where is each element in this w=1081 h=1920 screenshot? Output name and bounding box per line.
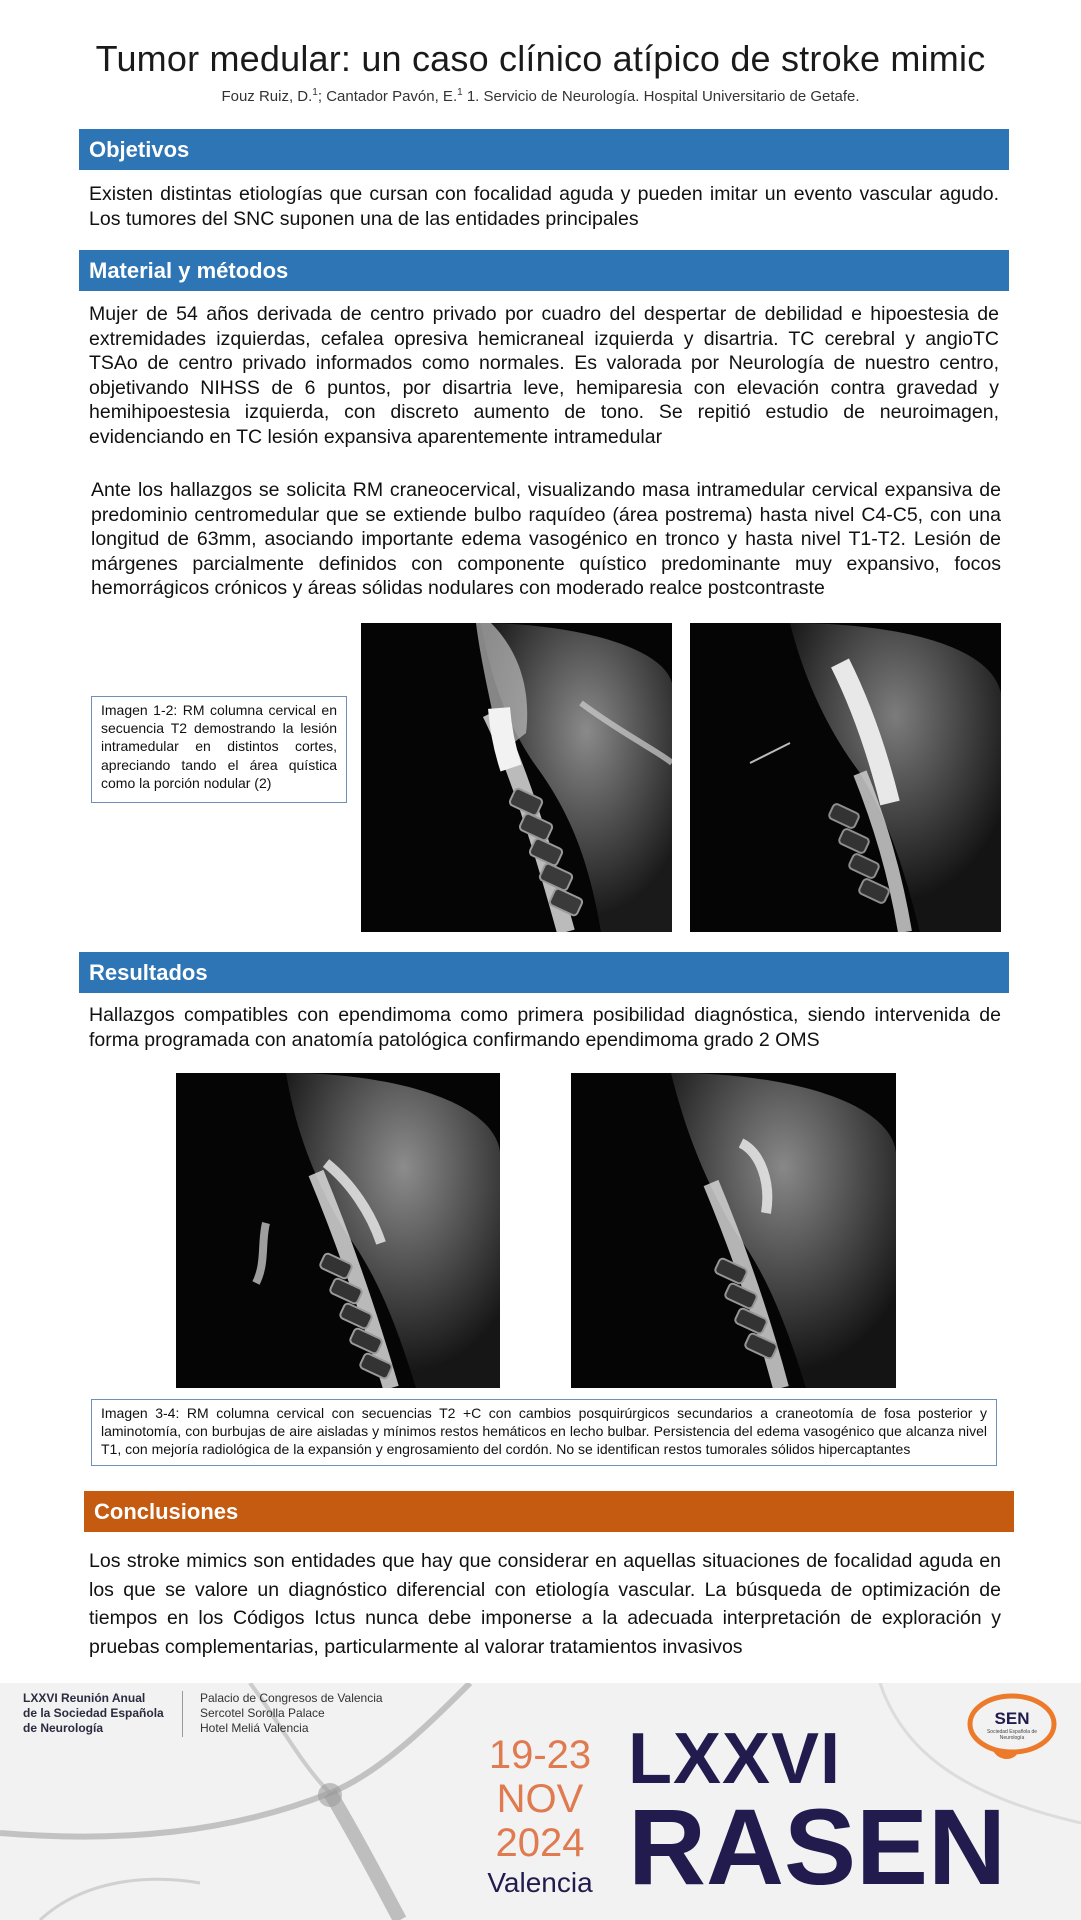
event-name: RASEN <box>628 1786 1007 1907</box>
poster-title: Tumor medular: un caso clínico atípico de stroke mimic <box>95 38 986 79</box>
venues <box>200 1691 383 1736</box>
metodos-text-1: Mujer de 54 años derivada de centro privado por cuadro del despertar de debilidad e hipoestesia de extremidades izquierdas, cefalea opresiva hemicraneal izquierda y disartria. TC cerebral y angioTC TSAo de centro privado informados como normales. Es valorada por Neurología de nuestro centro, objetivando NIHSS de 6 puntos, por disartria leve, hemiparesia con elevación contra gravedad y hemihipoestesia izquierda, con discreto aumento de tono. Se repitió estudio de neuroimagen, evidenciando en TC lesión expansiva aparentemente intramedular <box>89 303 999 448</box>
meeting-line-2: de la Sociedad Española <box>23 1706 164 1720</box>
edition: LXXVI <box>628 1719 842 1799</box>
venue-2: Sercotel Sorolla Palace <box>200 1706 325 1720</box>
author-1: Fouz Ruiz, D. <box>221 88 313 105</box>
caption-images-3-4: Imagen 3-4: RM columna cervical con secuencias T2 +C con cambios posquirúrgicos secundarios a craneotomía de fosa posterior y laminotomía, con burbujas de aire aisladas y mínimos restos hemáticos en lecho bulbar. Persistencia del edema vasogénico que alcanza nivel T1, con mejoría radiológica de la expansión y engrosamiento del cordón. No se identifican restos tumorales sólidos hipercaptantes <box>91 1399 997 1466</box>
resultados-heading: Resultados <box>79 952 1009 993</box>
meeting-line-1: LXXVI Reunión Anual <box>23 1691 146 1705</box>
sen-logo-subtext: Sociedad Española de Neurología <box>986 1729 1038 1741</box>
dates: 19-23 <box>488 1733 592 1777</box>
metodos-heading: Material y métodos <box>79 250 1009 291</box>
city: Valencia <box>487 1867 593 1898</box>
author-2: ; Cantador Pavón, E. <box>317 88 458 105</box>
author-2-sup: 1 <box>457 87 463 98</box>
venue-3: Hotel Meliá Valencia <box>200 1721 309 1735</box>
caption-images-1-2: Imagen 1-2: RM columna cervical en secuencia T2 demostrando la lesión intramedular en distintos cortes, apreciando tando el área quística como la porción nodular (2) <box>91 696 347 803</box>
conclusiones-heading: Conclusiones <box>84 1491 1014 1532</box>
sen-logo <box>965 1691 1059 1761</box>
mri-image-2 <box>690 623 1001 932</box>
sen-logo-text: SEN <box>994 1709 1030 1728</box>
mri-image-3 <box>176 1073 500 1388</box>
footer-divider <box>182 1691 183 1737</box>
month: NOV <box>496 1777 584 1821</box>
objetivos-text: Existen distintas etiologías que cursan con focalidad aguda y pueden imitar un evento vascular agudo. Los tumores del SNC suponen una de las entidades principales <box>89 183 999 230</box>
venue-1: Palacio de Congresos de Valencia <box>200 1691 383 1705</box>
author-1-sup: 1 <box>312 87 318 98</box>
mri-image-4 <box>571 1073 896 1388</box>
footer-banner <box>0 1683 1081 1920</box>
year: 2024 <box>495 1821 585 1865</box>
affiliation: 1. Servicio de Neurología. Hospital Universitario de Getafe. <box>462 88 860 105</box>
metodos-text-2: Ante los hallazgos se solicita RM craneocervical, visualizando masa intramedular cervical expansiva de predominio centromedular que se extiende bulbo raquídeo (área postrema) hasta nivel C4-C5, con una longitud de 63mm, asociando importante edema vasogénico en tronco y hasta nivel T1-T2. Lesión de márgenes parcialmente definidos con componente quístico predominante muy expansivo, focos hemorrágicos crónicos y áreas sólidas nodulares con moderado realce postcontraste <box>91 479 1001 600</box>
resultados-text: Hallazgos compatibles con ependimoma como primera posibilidad diagnóstica, siendo intervenida de forma programada con anatomía patológica confirmando ependimoma grado 2 OMS <box>89 1004 1001 1051</box>
authors-line <box>0 87 1081 105</box>
conclusiones-text: Los stroke mimics son entidades que hay que considerar en aquellas situaciones de focalidad aguda en los que se valore un diagnóstico diferencial con etiología vascular. La búsqueda de optimización de tiempos en los Códigos Ictus nunca debe imponerse a la adecuada interpretación de exploración y pruebas complementarias, particularmente al valorar tratamientos invasivos <box>89 1550 1001 1658</box>
objetivos-heading: Objetivos <box>79 129 1009 170</box>
event-dates <box>475 1733 605 1899</box>
mri-image-1 <box>361 623 672 932</box>
meeting-line-3: de Neurología <box>23 1721 104 1735</box>
meeting-name <box>23 1691 164 1736</box>
